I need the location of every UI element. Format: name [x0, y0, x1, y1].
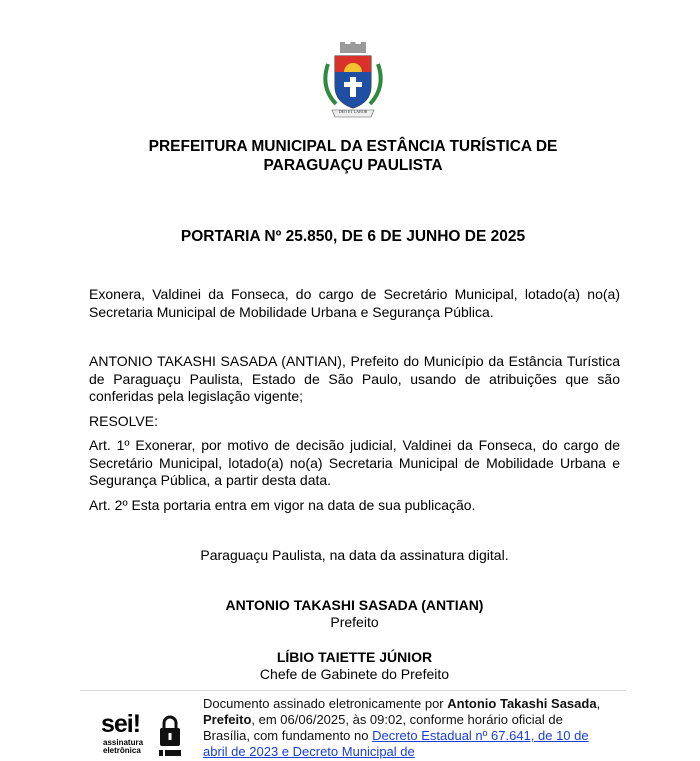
sei-signer-name: Antonio Takashi Sasada — [447, 696, 597, 711]
municipality-title — [70, 137, 636, 175]
sei-text-prefix: Documento assinado eletronicamente por — [203, 696, 448, 711]
lock-icon — [159, 714, 181, 748]
crest-motto: DEO ET LABOR — [338, 109, 368, 114]
preamble-paragraph: ANTONIO TAKASHI SASADA (ANTIAN), Prefeito do Município da Estância Turística de Paraguaçu Paulista, Estado de São Paulo, usando de atribuições que são conferidas pela legislação vigente; — [89, 353, 620, 404]
sei-signer-role: Prefeito — [203, 712, 252, 727]
sei-logo — [101, 712, 185, 758]
signature-1-name: ANTONIO TAKASHI SASADA (ANTIAN) — [225, 597, 484, 613]
signature-1-role: Prefeito — [330, 614, 379, 630]
resolve-label: RESOLVE: — [89, 413, 158, 429]
portaria-heading: PORTARIA Nº 25.850, DE 6 DE JUNHO DE 2025 — [180, 228, 526, 245]
sei-text-mid: , em 06/06/2025, às 09:02, conforme horário oficial de Brasília, com fundamento no — [203, 712, 563, 743]
sei-signature-note — [203, 696, 613, 760]
decree-link[interactable]: Decreto Estadual nº 67.641, de 10 de abril de 2023 e Decreto Municipal de — [203, 728, 589, 759]
sei-logo-sub-line2: eletrônica — [103, 746, 141, 755]
ementa-paragraph: Exonera, Valdinei da Fonseca, do cargo de Secretário Municipal, lotado(a) no(a) Secretaria Municipal de Mobilidade Urbana e Segurança Pública. — [89, 286, 620, 320]
article-2-paragraph: Art. 2º Esta portaria entra em vigor na data de sua publicação. — [89, 497, 476, 513]
sei-comma: , — [596, 696, 601, 711]
signature-2-name: LÍBIO TAIETTE JÚNIOR — [276, 649, 433, 665]
signature-2-role: Chefe de Gabinete do Prefeito — [259, 666, 450, 682]
sei-logo-word: sei! — [101, 710, 141, 738]
sei-divider — [80, 690, 626, 691]
sei-logo-sub-line1: assinatura — [103, 738, 144, 747]
municipality-title-line2: PARAGUAÇU PAULISTA — [263, 157, 443, 174]
sei-bars-icon — [159, 749, 181, 757]
municipality-title-line1: PREFEITURA MUNICIPAL DA ESTÂNCIA TURÍSTICA DE — [148, 138, 558, 155]
place-date-line: Paraguaçu Paulista, na data da assinatura digital. — [200, 547, 509, 563]
article-1-paragraph: Art. 1º Exonerar, por motivo de decisão judicial, Valdinei da Fonseca, do cargo de Secretário Municipal, lotado(a) no(a) Secretaria Municipal de Mobilidade Urbana e Segurança Pública, a partir desta data. — [89, 437, 620, 488]
